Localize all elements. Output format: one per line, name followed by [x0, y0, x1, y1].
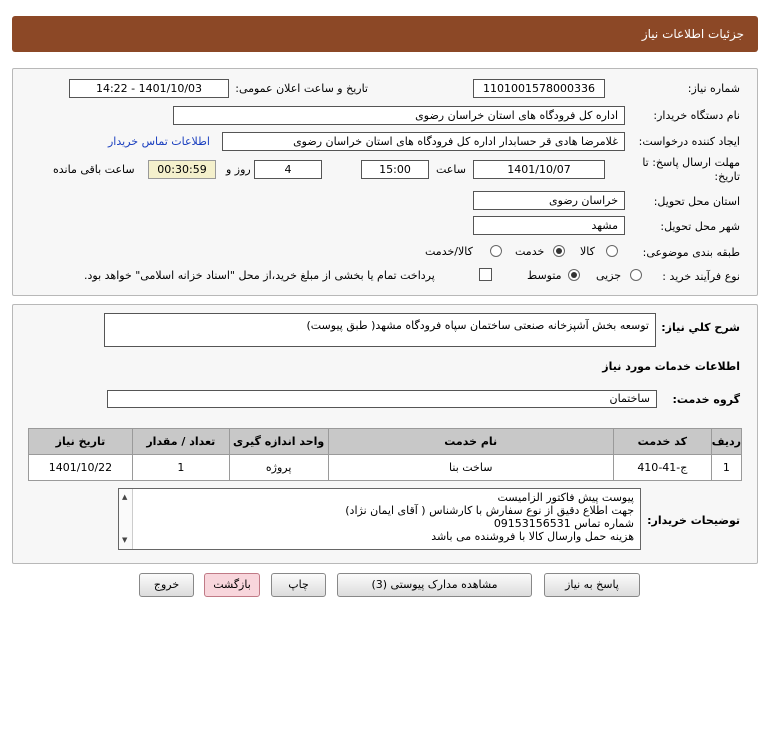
days-field: 4 — [254, 160, 322, 179]
category-option-goods-service: کالا/خدمت — [425, 245, 473, 258]
category-option-service: خدمت — [515, 245, 545, 258]
services-table — [28, 428, 742, 481]
deadline-time-field: 15:00 — [361, 160, 429, 179]
province-label: استان محل تحویل: — [653, 195, 740, 208]
remaining-time-label: ساعت باقی مانده — [53, 163, 135, 176]
deadline-date-label: تاریخ: — [714, 170, 740, 183]
service-group-field: ساختمان — [107, 390, 657, 408]
days-label: روز و — [226, 163, 251, 176]
category-option-goods: کالا — [580, 245, 595, 258]
notes-line: جهت اطلاع دقیق از نوع سفارش با کارشناس ( آقای ایمان نژاد) — [345, 504, 634, 517]
announce-label: تاریخ و ساعت اعلان عمومی: — [235, 82, 368, 95]
notes-scrollbar[interactable] — [119, 489, 133, 549]
process-label: نوع فرآیند خرید : — [662, 270, 740, 283]
buyer-org-field: اداره کل فرودگاه های استان خراسان رضوی — [173, 106, 625, 125]
need-number-field: 1101001578000336 — [473, 79, 605, 98]
details-panel — [12, 68, 758, 296]
scroll-up-icon[interactable]: ▲ — [122, 493, 128, 501]
col-date: تاریخ نیاز — [29, 429, 133, 455]
need-number-label: شماره نیاز: — [687, 82, 740, 95]
page-title-bar — [12, 16, 758, 52]
col-index: ردیف — [711, 429, 741, 455]
requester-field: غلامرضا هادی قر حسابدار اداره کل فرودگاه های استان خراسان رضوی — [222, 132, 625, 151]
treasury-note: پرداخت تمام یا بخشی از مبلغ خرید،از محل "اسناد خزانه اسلامی" خواهد بود. — [84, 269, 435, 282]
page-title: جزئیات اطلاعات نیاز — [641, 27, 744, 41]
row-date: 1401/10/22 — [29, 455, 133, 481]
summary-field: توسعه بخش آشپزخانه صنعتی ساختمان سپاه فرودگاه مشهد( طبق پیوست) — [104, 313, 656, 347]
col-name: نام خدمت — [328, 429, 613, 455]
buyer-org-label: نام دستگاه خریدار: — [653, 109, 740, 122]
buyer-contact-link[interactable]: اطلاعات تماس خریدار — [108, 135, 210, 148]
services-table-header — [29, 429, 742, 455]
print-button[interactable]: چاپ — [271, 573, 326, 597]
notes-line: پیوست پیش فاکتور الزامیست — [497, 491, 634, 504]
attachments-button[interactable]: مشاهده مدارک پیوستی (3) — [337, 573, 532, 597]
row-qty: 1 — [132, 455, 229, 481]
col-unit: واحد اندازه گیری — [229, 429, 328, 455]
summary-label: شرح کلي نياز: — [661, 321, 740, 334]
service-group-label: گروه خدمت: — [672, 393, 740, 406]
process-option-minor: جزیی — [596, 269, 622, 282]
reply-button[interactable]: پاسخ به نیاز — [544, 573, 640, 597]
row-code: ج-41-410 — [613, 455, 711, 481]
deadline-time-label: ساعت — [436, 163, 466, 176]
city-field: مشهد — [473, 216, 625, 235]
row-name: ساخت بنا — [328, 455, 613, 481]
remaining-time-field: 00:30:59 — [148, 160, 216, 179]
category-radio-goods-service[interactable] — [490, 245, 502, 257]
city-label: شهر محل تحویل: — [660, 220, 740, 233]
deadline-date-field: 1401/10/07 — [473, 160, 605, 179]
services-section-title: اطلاعات خدمات مورد نیاز — [602, 360, 740, 373]
treasury-checkbox[interactable] — [479, 268, 492, 281]
announce-field: 1401/10/03 - 14:22 — [69, 79, 229, 98]
back-button[interactable]: بازگشت — [204, 573, 260, 597]
col-qty: تعداد / مقدار — [132, 429, 229, 455]
category-radio-goods[interactable] — [606, 245, 618, 257]
col-code: کد خدمت — [613, 429, 711, 455]
process-radio-minor[interactable] — [630, 269, 642, 281]
buyer-notes-label: توضیحات خریدار: — [647, 514, 740, 527]
category-label: طبقه بندی موضوعی: — [642, 246, 740, 259]
requester-label: ایجاد کننده درخواست: — [638, 135, 740, 148]
table-row — [29, 455, 742, 481]
notes-line: شماره تماس 09153156531 — [493, 517, 634, 530]
exit-button[interactable]: خروج — [139, 573, 194, 597]
scroll-down-icon[interactable]: ▼ — [122, 536, 128, 544]
deadline-label: مهلت ارسال پاسخ: تا — [642, 156, 740, 169]
province-field: خراسان رضوی — [473, 191, 625, 210]
process-option-medium: متوسط — [527, 269, 562, 282]
notes-line: هزینه حمل وارسال کالا با فروشنده می باشد — [431, 530, 634, 543]
row-unit: پروژه — [229, 455, 328, 481]
process-radio-medium[interactable] — [568, 269, 580, 281]
category-radio-service[interactable] — [553, 245, 565, 257]
row-index: 1 — [711, 455, 741, 481]
buyer-notes-textarea[interactable] — [118, 488, 641, 550]
